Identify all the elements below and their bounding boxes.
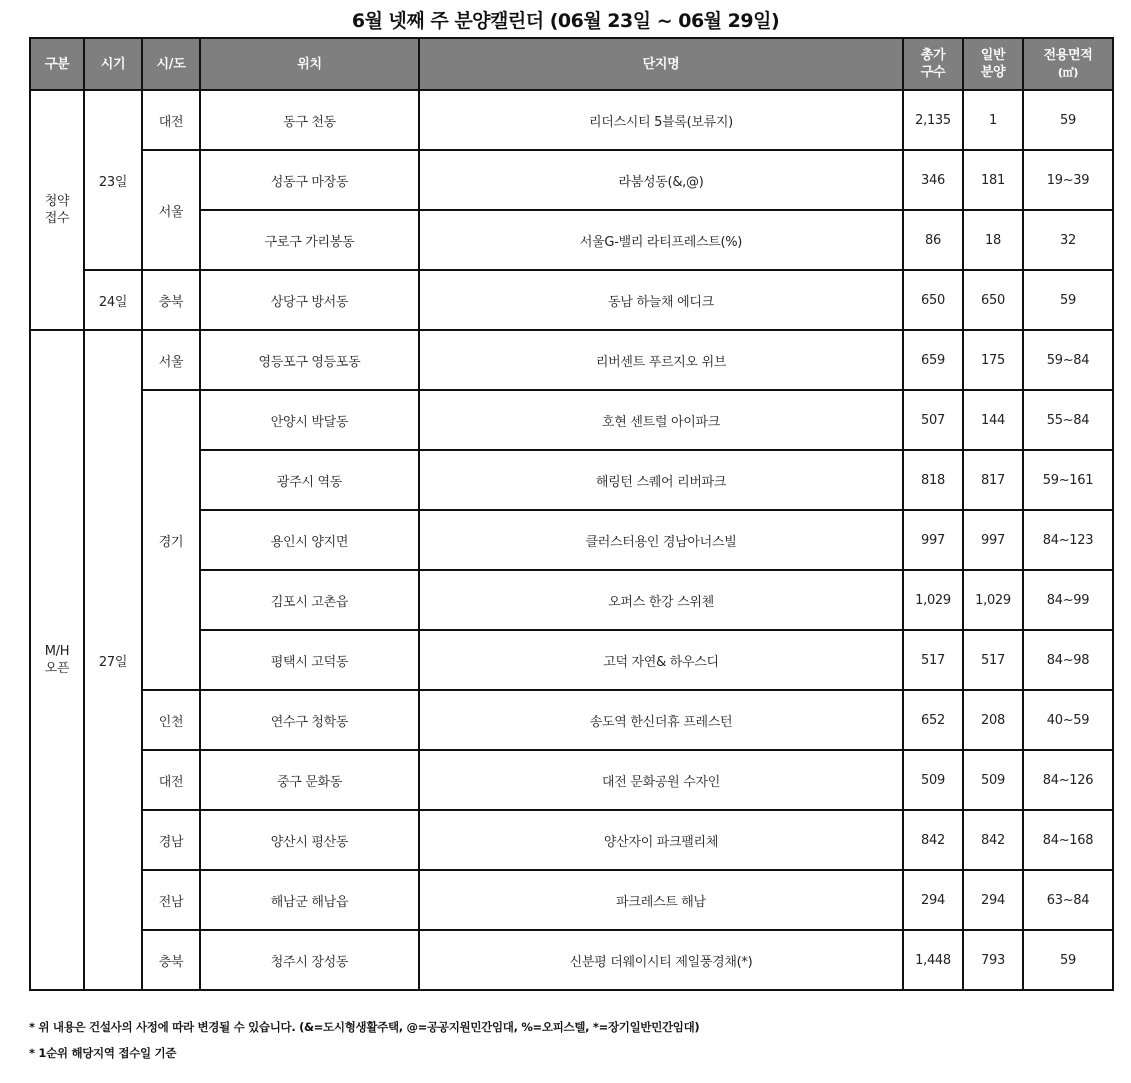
general-sale-cell: 144 [963, 390, 1023, 450]
area-cell: 59~161 [1023, 450, 1113, 510]
table-row [30, 390, 1113, 450]
general-sale-cell: 517 [963, 630, 1023, 690]
complex-cell: 해링턴 스퀘어 리버파크 [419, 450, 903, 510]
complex-cell: 양산자이 파크팰리체 [419, 810, 903, 870]
complex-cell: 파크레스트 해남 [419, 870, 903, 930]
complex-cell: 서울G-밸리 라티프레스트(%) [419, 210, 903, 270]
complex-cell: 동남 하늘채 에디크 [419, 270, 903, 330]
footnotes [29, 1018, 699, 1070]
total-units-cell: 659 [903, 330, 963, 390]
table-row [30, 90, 1113, 150]
location-cell: 연수구 청학동 [200, 690, 419, 750]
area-cell: 59~84 [1023, 330, 1113, 390]
sido-cell: 충북 [142, 930, 200, 990]
location-cell: 평택시 고덕동 [200, 630, 419, 690]
category-cell [30, 330, 84, 990]
header-total-units-l2: 구수 [920, 65, 946, 80]
sido-cell: 경기 [142, 390, 200, 690]
complex-cell: 대전 문화공원 수자인 [419, 750, 903, 810]
total-units-cell: 652 [903, 690, 963, 750]
complex-cell: 리버센트 푸르지오 위브 [419, 330, 903, 390]
complex-cell: 클러스터용인 경남아너스빌 [419, 510, 903, 570]
complex-cell: 리더스시티 5블록(보류지) [419, 90, 903, 150]
location-cell: 성동구 마장동 [200, 150, 419, 210]
sido-cell: 경남 [142, 810, 200, 870]
general-sale-cell: 509 [963, 750, 1023, 810]
complex-cell: 라붐성동(&,@) [419, 150, 903, 210]
total-units-cell: 818 [903, 450, 963, 510]
page-title: 6월 넷째 주 분양캘린더 (06월 23일 ~ 06월 29일) [351, 10, 780, 32]
complex-cell: 송도역 한신더휴 프레스턴 [419, 690, 903, 750]
general-sale-cell: 842 [963, 810, 1023, 870]
area-cell: 84~126 [1023, 750, 1113, 810]
sido-cell: 전남 [142, 870, 200, 930]
table-row [30, 690, 1113, 750]
area-cell: 59 [1023, 90, 1113, 150]
complex-cell: 호현 센트럴 아이파크 [419, 390, 903, 450]
area-cell: 63~84 [1023, 870, 1113, 930]
table-row [30, 930, 1113, 990]
total-units-cell: 2,135 [903, 90, 963, 150]
header-area-l1: 전용면적 [1043, 48, 1093, 63]
general-sale-cell: 208 [963, 690, 1023, 750]
category-label-l1: M/H [44, 644, 70, 659]
table-row [30, 810, 1113, 870]
sido-cell: 인천 [142, 690, 200, 750]
header-general-sale-l1: 일반 [980, 48, 1006, 63]
location-cell: 상당구 방서동 [200, 270, 419, 330]
total-units-cell: 507 [903, 390, 963, 450]
general-sale-cell: 1 [963, 90, 1023, 150]
general-sale-cell: 817 [963, 450, 1023, 510]
total-units-cell: 517 [903, 630, 963, 690]
location-cell: 영등포구 영등포동 [200, 330, 419, 390]
general-sale-cell: 1,029 [963, 570, 1023, 630]
location-cell: 안양시 박달동 [200, 390, 419, 450]
date-cell: 27일 [84, 330, 142, 990]
sido-cell: 대전 [142, 750, 200, 810]
category-label-l1: 청약 [44, 194, 70, 209]
table-row [30, 870, 1113, 930]
sales-calendar-table [29, 37, 1114, 991]
area-cell: 19~39 [1023, 150, 1113, 210]
header-location: 위치 [200, 38, 419, 90]
header-sido: 시/도 [142, 38, 200, 90]
header-area [1023, 38, 1113, 90]
header-general-sale [963, 38, 1023, 90]
area-cell: 84~168 [1023, 810, 1113, 870]
location-cell: 구로구 가리봉동 [200, 210, 419, 270]
general-sale-cell: 175 [963, 330, 1023, 390]
header-general-sale-l2: 분양 [980, 65, 1006, 80]
location-cell: 용인시 양지면 [200, 510, 419, 570]
table-row [30, 330, 1113, 390]
header-area-l2: (㎡) [1057, 66, 1079, 79]
category-label-l2: 오픈 [44, 661, 70, 676]
sido-cell: 서울 [142, 150, 200, 270]
table-row [30, 270, 1113, 330]
total-units-cell: 346 [903, 150, 963, 210]
location-cell: 동구 천동 [200, 90, 419, 150]
total-units-cell: 1,029 [903, 570, 963, 630]
sido-cell: 대전 [142, 90, 200, 150]
date-cell: 23일 [84, 90, 142, 270]
header-total-units [903, 38, 963, 90]
header-complex: 단지명 [419, 38, 903, 90]
location-cell: 청주시 장성동 [200, 930, 419, 990]
location-cell: 광주시 역동 [200, 450, 419, 510]
area-cell: 40~59 [1023, 690, 1113, 750]
category-label-l2: 접수 [44, 211, 70, 226]
area-cell: 32 [1023, 210, 1113, 270]
date-cell: 24일 [84, 270, 142, 330]
location-cell: 양산시 평산동 [200, 810, 419, 870]
location-cell: 중구 문화동 [200, 750, 419, 810]
area-cell: 84~98 [1023, 630, 1113, 690]
general-sale-cell: 793 [963, 930, 1023, 990]
total-units-cell: 842 [903, 810, 963, 870]
category-cell [30, 90, 84, 330]
header-row [30, 38, 1113, 90]
complex-cell: 신분평 더웨이시티 제일풍경채(*) [419, 930, 903, 990]
header-total-units-l1: 총가 [920, 48, 946, 63]
complex-cell: 고덕 자연& 하우스디 [419, 630, 903, 690]
location-cell: 김포시 고촌읍 [200, 570, 419, 630]
total-units-cell: 1,448 [903, 930, 963, 990]
area-cell: 84~99 [1023, 570, 1113, 630]
complex-cell: 오퍼스 한강 스위첸 [419, 570, 903, 630]
general-sale-cell: 294 [963, 870, 1023, 930]
total-units-cell: 86 [903, 210, 963, 270]
table-row [30, 750, 1113, 810]
header-date: 시기 [84, 38, 142, 90]
area-cell: 84~123 [1023, 510, 1113, 570]
location-cell: 해남군 해남읍 [200, 870, 419, 930]
total-units-cell: 650 [903, 270, 963, 330]
area-cell: 59 [1023, 270, 1113, 330]
table-row [30, 150, 1113, 210]
total-units-cell: 294 [903, 870, 963, 930]
general-sale-cell: 997 [963, 510, 1023, 570]
general-sale-cell: 181 [963, 150, 1023, 210]
area-cell: 59 [1023, 930, 1113, 990]
footnote-change-notice: * 위 내용은 건설사의 사정에 따라 변경될 수 있습니다. (&=도시형생활주택, @=공공지원민간임대, %=오피스텔, *=장기일반민간임대) [29, 1020, 700, 1034]
footnote-first-priority: * 1순위 해당지역 접수일 기준 [29, 1046, 177, 1060]
sido-cell: 충북 [142, 270, 200, 330]
general-sale-cell: 650 [963, 270, 1023, 330]
header-category: 구분 [30, 38, 84, 90]
area-cell: 55~84 [1023, 390, 1113, 450]
total-units-cell: 997 [903, 510, 963, 570]
sido-cell: 서울 [142, 330, 200, 390]
total-units-cell: 509 [903, 750, 963, 810]
general-sale-cell: 18 [963, 210, 1023, 270]
